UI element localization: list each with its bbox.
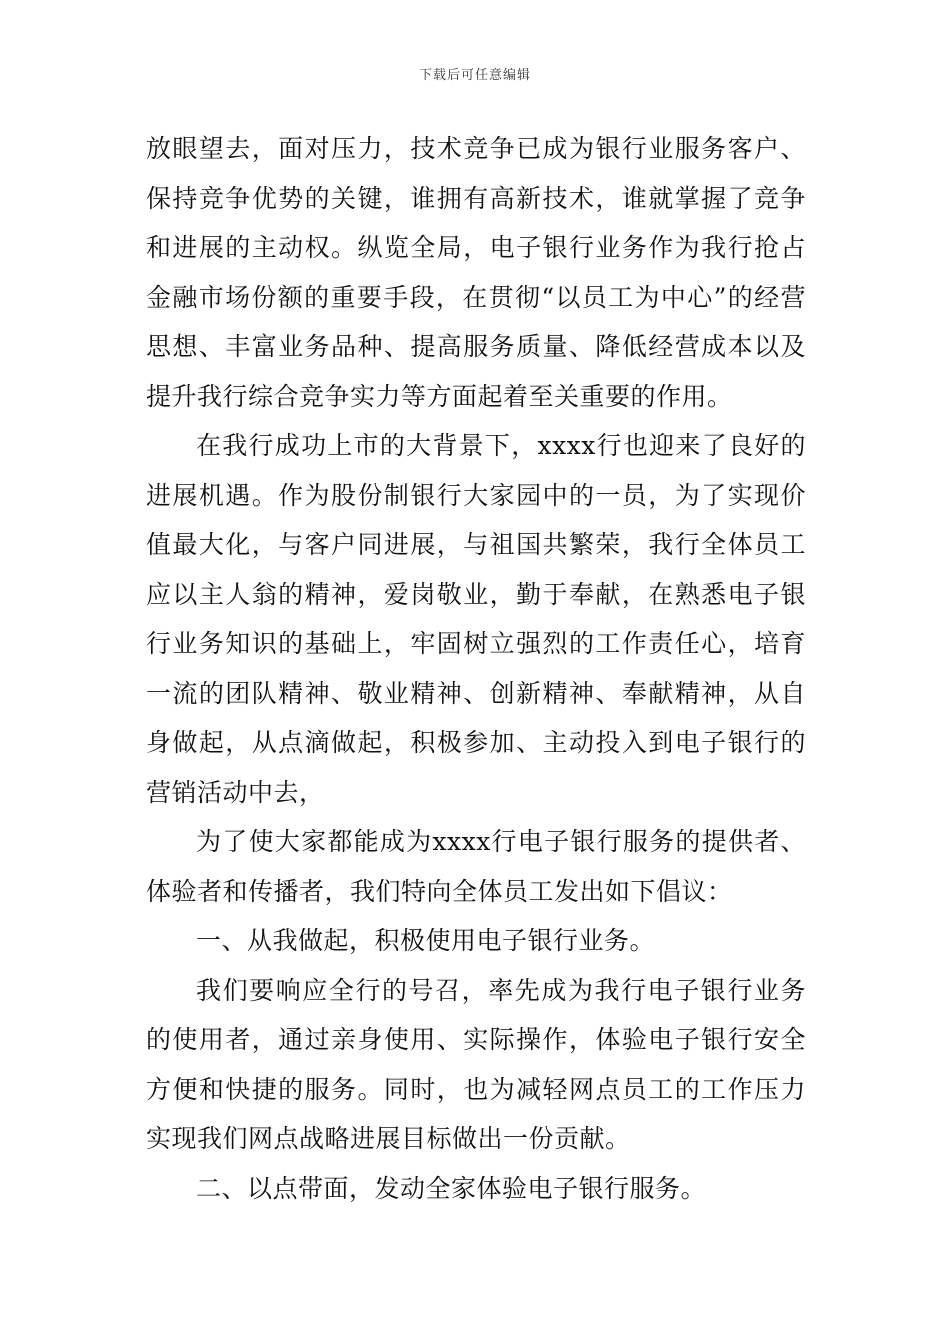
document-body <box>146 124 806 1213</box>
paragraph-2: 在我行成功上市的大背景下，xxxx行也迎来了良好的进展机遇。作为股份制银行大家园中的一员，为了实现价值最大化，与客户同进展，与祖国共繁荣，我行全体员工应以主人翁的精神，爱岗敬业，勤于奉献，在熟悉电子银行业务知识的基础上，牢固树立强烈的工作责任心，培育一流的团队精神、敬业精神、创新精神、奉献精神，从自身做起，从点滴做起，积极参加、主动投入到电子银行的营销活动中去， <box>146 431 806 807</box>
paragraph-1: 放眼望去，面对压力，技术竞争已成为银行业服务客户、保持竞争优势的关键，谁拥有高新技术，谁就掌握了竞争和进展的主动权。纵览全局，电子银行业务作为我行抢占金融市场份额的重要手段，在贯彻“以员工为中心”的经营思想、丰富业务品种、提高服务质量、降低经营成本以及提升我行综合竞争实力等方面起着至关重要的作用。 <box>146 134 806 411</box>
paragraph-6-heading: 二、以点带面，发动全家体验电子银行服务。 <box>196 1173 707 1203</box>
page-header: 下载后可任意编辑 <box>418 68 531 83</box>
paragraph-3: 为了使大家都能成为xxxx行电子银行服务的提供者、体验者和传播者，我们特向全体员工发出如下倡议： <box>146 827 806 906</box>
paragraph-5: 我们要响应全行的号召，率先成为我行电子银行业务的使用者，通过亲身使用、实际操作，体验电子银行安全方便和快捷的服务。同时，也为减轻网点员工的工作压力实现我们网点战略进展目标做出一份贡献。 <box>146 975 806 1153</box>
paragraph-4-heading: 一、从我做起，积极使用电子银行业务。 <box>196 926 656 955</box>
